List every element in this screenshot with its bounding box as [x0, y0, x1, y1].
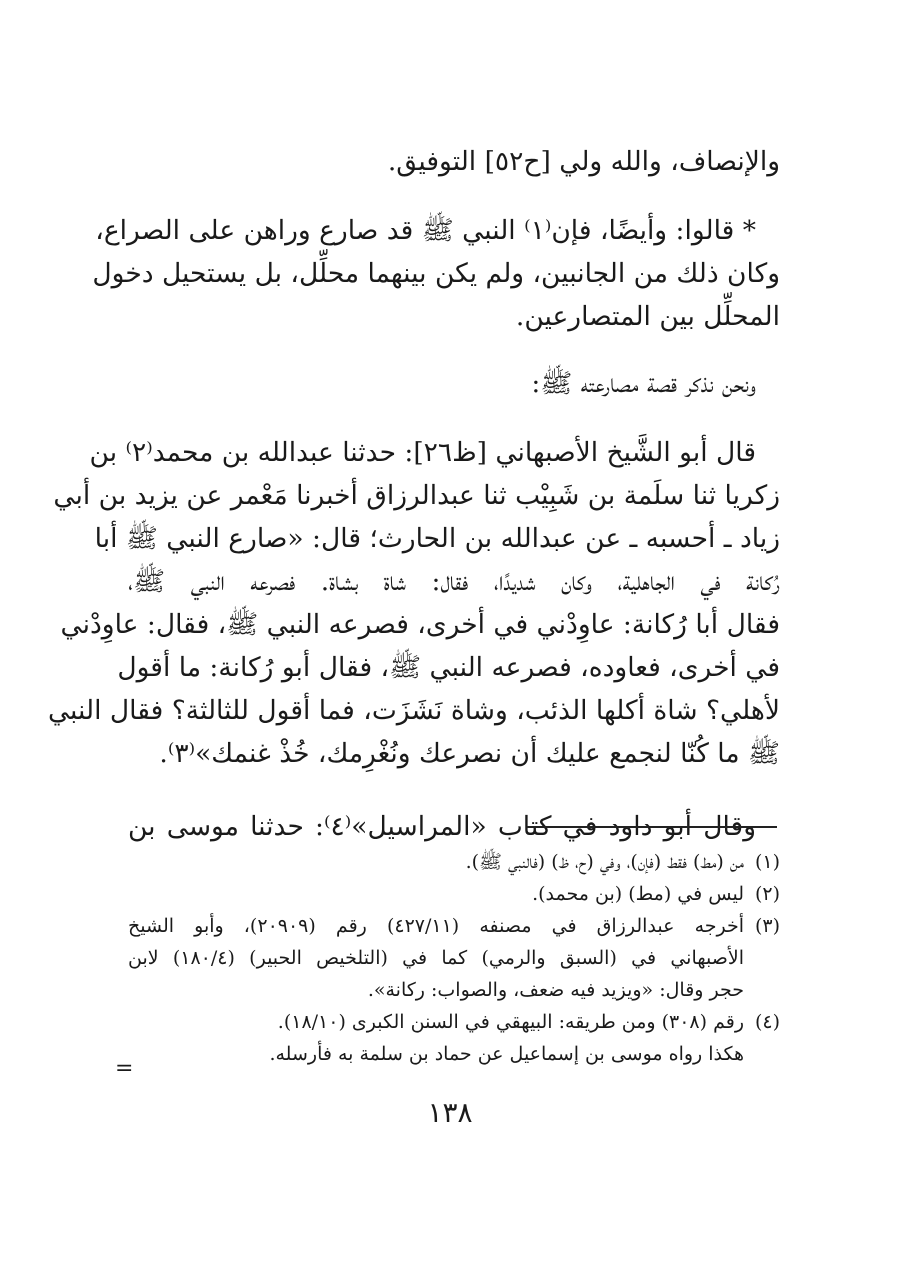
footnote-continuation: هكذا رواه موسى بن إسماعيل عن حماد بن سلمة به فأرسله. [269, 1043, 744, 1065]
paragraph-2-line: المحلِّل بين المتصارعين. [515, 301, 780, 332]
paragraph-2-line: وكان ذلك من الجانبين، ولم يكن بينهما محلِّل، بل يستحيل دخول [92, 258, 780, 289]
footnote-line: ليس في (مط) (بن محمد). [532, 883, 744, 905]
paragraph-2 [92, 209, 780, 338]
footnotes [128, 846, 780, 1070]
main-text [47, 140, 780, 848]
paragraph-4-line: قال أبو الشَّيخ الأصبهاني [ظ٢٦]: حدثنا عبدالله بن محمد⁽٢⁾ بن [89, 437, 756, 468]
footnote-3 [128, 910, 780, 1006]
footnote-line: من (مط) فقط (فإن)، وفي (ح، ظ) (فالنبي ﷺ). [465, 851, 744, 873]
paragraph-4-line: فقال أبا رُكانة: عاوِدْني في أخرى، فصرعه النبي ﷺ، فقال: عاوِدْني [60, 609, 780, 640]
paragraph-3: ونحن نذكر قصة مصارعته ﷺ: [531, 368, 756, 399]
footnote-number: (١) [754, 851, 780, 873]
continuation-mark: = [115, 1056, 134, 1081]
paragraph-5: وقال أبو داود في كتاب «المراسيل»⁽٤⁾: حدثنا موسى بن [128, 811, 757, 842]
paragraph-4-line: زياد ـ أحسبه ـ عن عبدالله بن الحارث؛ قال: «صارع النبي ﷺ أبا [94, 523, 780, 554]
footnote-2 [128, 878, 780, 910]
paragraph-4-line: رُكانة في الجاهلية، وكان شديدًا، فقال: شاة بشاة. فصرعه النبي ﷺ، [128, 566, 780, 597]
footnote-number: (٣) [754, 915, 780, 937]
paragraph-4-line: لأهلي؟ شاة أكلها الذئب، وشاة نَشَزَت، فما أقول للثالثة؟ فقال النبي [47, 695, 780, 726]
footnote-number: (٤) [754, 1011, 780, 1033]
footnote-text [128, 910, 744, 1006]
footnote-line: الأصبهاني في (السبق والرمي) كما في (التلخيص الحبير) (١٨٠/٤) لابن [128, 947, 744, 969]
footnote-text [128, 846, 744, 878]
paragraph-4-line: ﷺ ما كُنّا لنجمع عليك أن نصرعك ونُغْرِمك، خُذْ غنمك»⁽٣⁾. [159, 738, 780, 769]
paragraph-4 [47, 431, 780, 775]
footnote-text [128, 1006, 744, 1038]
paragraph-2-line: * قالوا: وأيضًا، فإن⁽١⁾ النبي ﷺ قد صارع وراهن على الصراع، [95, 215, 756, 246]
page-number: ١٣٨ [427, 1096, 473, 1129]
footnote-number: (٢) [754, 883, 780, 905]
footnote-line: رقم (٣٠٨) ومن طريقه: البيهقي في السنن الكبرى (١٨/١٠). [277, 1011, 744, 1033]
paragraph-1: والإنصاف، والله ولي [ح٥٢] التوفيق. [387, 146, 780, 177]
footnote-line: حجر وقال: «ويزيد فيه ضعف، والصواب: ركانة». [367, 979, 744, 1001]
footnote-4 [128, 1006, 780, 1038]
footnote-1 [128, 846, 780, 878]
paragraph-4-line: زكريا ثنا سلَمة بن شَبِيْب ثنا عبدالرزاق أخبرنا مَعْمر عن يزيد بن أبي [53, 480, 780, 511]
paragraph-4-line: في أخرى، فعاوده، فصرعه النبي ﷺ، فقال أبو رُكانة: ما أقول [117, 652, 780, 683]
footnote-separator [527, 826, 777, 828]
footnote-line: أخرجه عبدالرزاق في مصنفه (٤٢٧/١١) رقم (٢٠٩٠٩)، وأبو الشيخ [128, 915, 745, 937]
footnote-text [128, 878, 744, 910]
